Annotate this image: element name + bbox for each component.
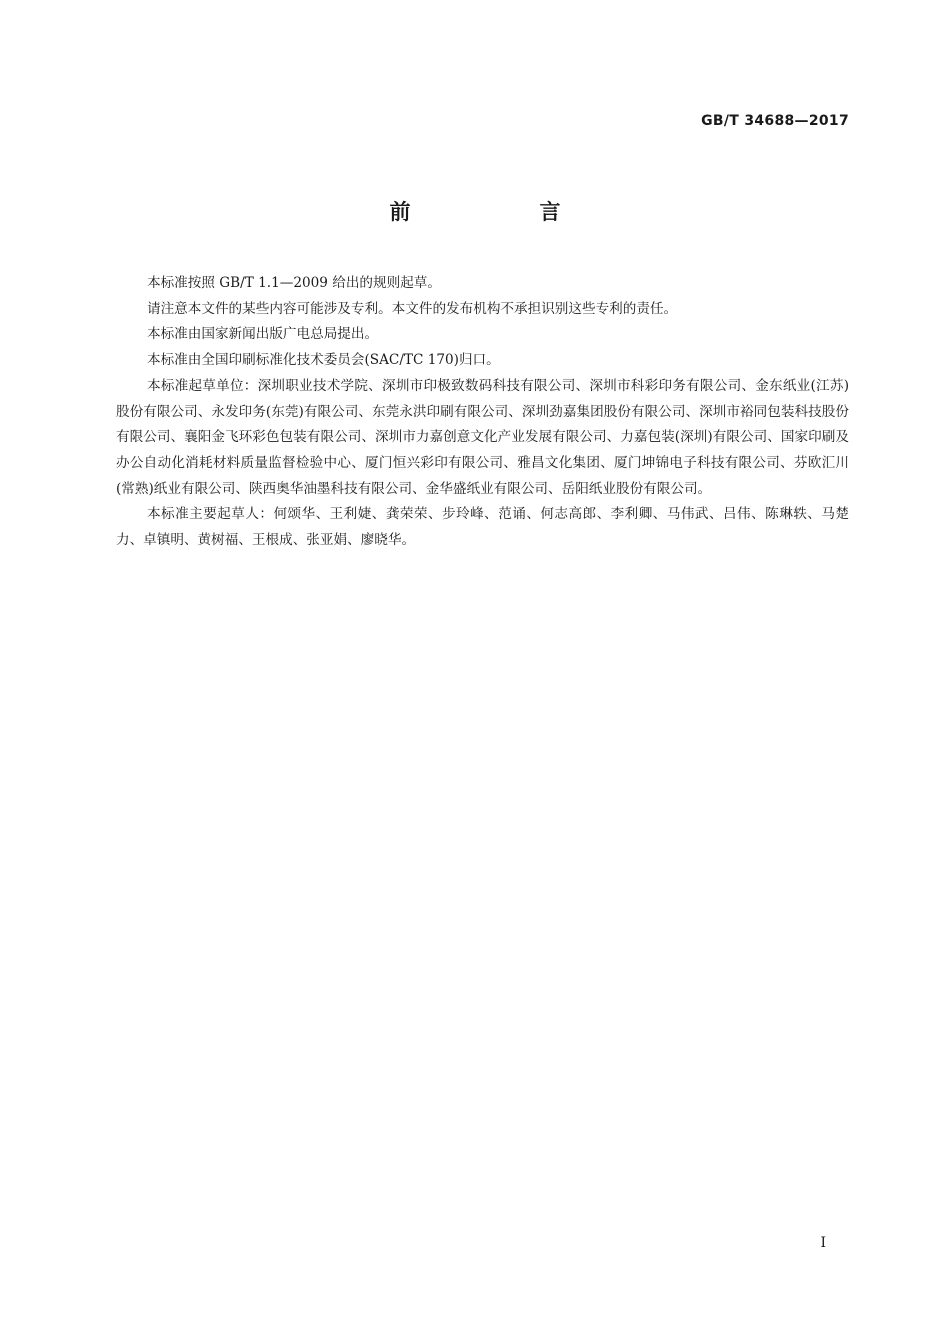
- standard-code: GB/T 34688—2017: [701, 113, 849, 129]
- page-number: I: [820, 1235, 826, 1251]
- paragraph-under-jurisdiction: 本标准由全国印刷标准化技术委员会(SAC/TC 170)归口。: [147, 352, 500, 369]
- paragraph-patent-notice: 请注意本文件的某些内容可能涉及专利。本文件的发布机构不承担识别这些专利的责任。: [147, 300, 678, 317]
- paragraph-main-drafters: 本标准主要起草人：何颂华、王利婕、龚荣荣、步玲峰、范诵、何志高郎、李利卿、马伟武、吕伟、陈琳轶、马楚力、卓镇明、黄树福、王根成、张亚娟、廖晓华。: [116, 506, 849, 549]
- paragraph-drafting-rules: 本标准按照 GB/T 1.1—2009 给出的规则起草。: [147, 275, 441, 291]
- paragraph-proposed-by: 本标准由国家新闻出版广电总局提出。: [147, 326, 379, 343]
- page-title: 前 言: [389, 200, 615, 224]
- foreword-body: [116, 271, 849, 554]
- paragraph-drafting-units: 本标准起草单位：深圳职业技术学院、深圳市印极致数码科技有限公司、深圳市科彩印务有限公司、金东纸业(江苏)股份有限公司、永发印务(东莞)有限公司、东莞永洪印刷有限公司、深圳劲嘉集团股份有限公司、深圳市裕同包装科技股份有限公司、襄阳金飞环彩色包装有限公司、深圳市力嘉创意文化产业发展有限公司、力嘉包装(深圳)有限公司、国家印刷及办公自动化消耗材料质量监督检验中心、厦门恒兴彩印有限公司、雅昌文化集团、厦门坤锦电子科技有限公司、芬欧汇川(常熟)纸业有限公司、陕西奥华油墨科技有限公司、金华盛纸业有限公司、岳阳纸业股份有限公司。: [116, 377, 849, 497]
